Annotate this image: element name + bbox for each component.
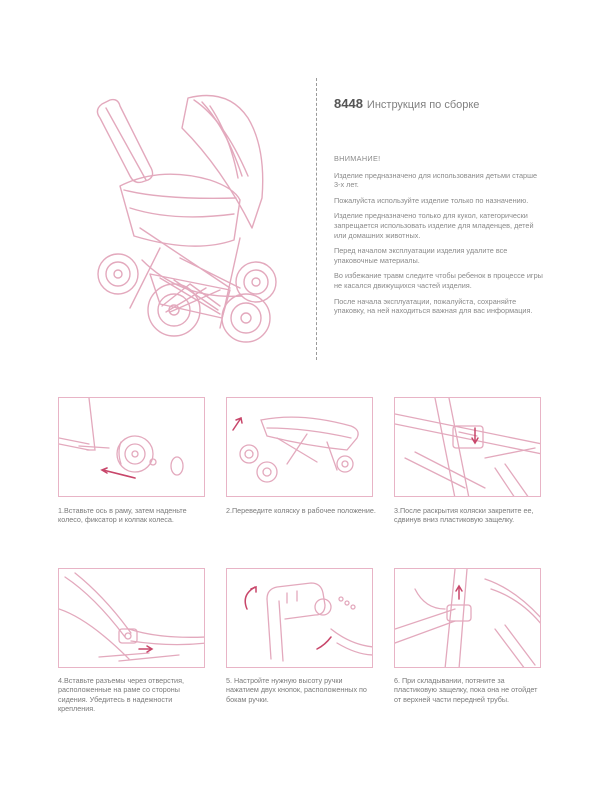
dashed-divider	[316, 78, 317, 360]
warning-paragraph: Пожалуйста используйте изделие только по назначению.	[334, 195, 529, 205]
page-title	[334, 96, 479, 111]
warning-heading: ВНИМАНИЕ!	[334, 154, 381, 163]
warning-paragraph: Изделие предназначено только для кукол, категорически запрещается использовать изделие для младенцев, детей или домашних животных.	[334, 211, 534, 240]
step-6-illustration	[394, 568, 541, 668]
step-1-illustration	[58, 397, 205, 497]
warning-paragraph: Перед началом эксплуатации изделия удалите все упаковочные материалы.	[334, 246, 508, 265]
step-5-illustration	[226, 568, 373, 668]
warning-paragraph: Во избежание травм следите чтобы ребенок в процессе игры не касался движущихся частей изделия.	[334, 271, 543, 290]
warning-paragraph: После начала эксплуатации, пожалуйста, сохраняйте упаковку, на ней находиться важная для вас информация.	[334, 296, 533, 316]
step-5-caption: 5. Настройте нужную высоту ручки нажатием двух кнопок, расположенных по бокам ручки.	[226, 676, 367, 704]
warning-paragraph: Изделие предназначено для использования детьми старше 3-х лет.	[334, 170, 538, 190]
step-2-caption: 2.Переведите коляску в рабочее положение.	[226, 506, 376, 515]
step-3-caption: 3.После раскрытия коляски закрепите ее, сдвинув вниз пластиковую защелку.	[394, 506, 534, 525]
step-6-caption: 6. При складывании, потяните за пластиковую защелку, пока она не отойдет от верхней части передней трубы.	[394, 676, 538, 704]
warning-block	[334, 154, 544, 322]
step-4-illustration	[58, 568, 205, 668]
step-1-caption: 1.Вставьте ось в раму, затем наденьте колесо, фиксатор и колпак колеса.	[58, 506, 187, 525]
stroller-illustration	[70, 78, 285, 368]
title-text: Инструкция по сборке	[366, 99, 480, 111]
step-3-illustration	[394, 397, 541, 497]
step-4-caption: 4.Вставьте разъемы через отверстия, расположенные на раме со стороны сидения. Убедитесь в надежности крепления.	[58, 676, 184, 714]
model-number: 8448	[334, 96, 363, 111]
step-2-illustration	[226, 397, 373, 497]
